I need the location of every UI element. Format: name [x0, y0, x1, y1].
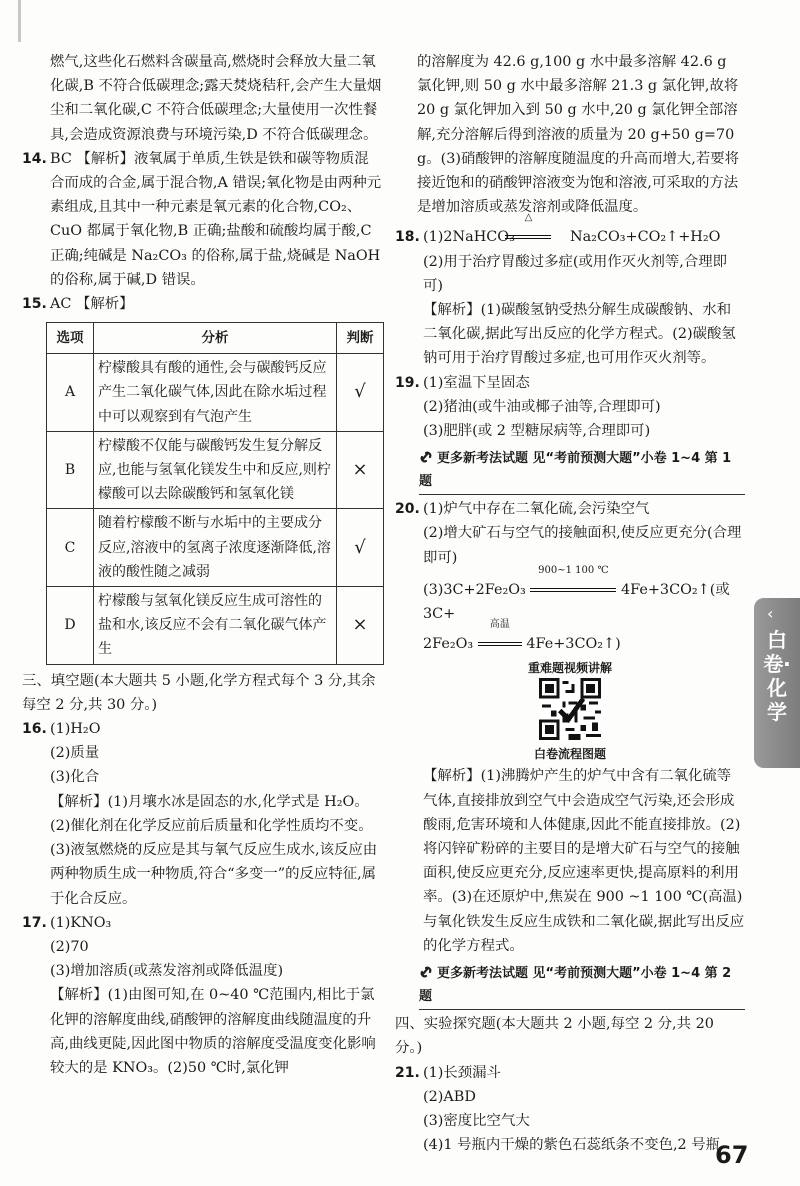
chevron-left-icon: ‹ [767, 604, 774, 623]
page-number: 67 [715, 1141, 749, 1169]
q16-explanation: 【解析】(1)月壤水冰是固态的水,化学式是 H₂O。(2)催化剂在化学反应前后质量和化学性质均不变。(3)液氢燃烧的反应是其与氧气反应生成水,该反应由两种物质生成一种物质,符合“多变一”的反应特征,属于化合反应。 [50, 793, 378, 907]
q19-number: 19. [395, 374, 420, 391]
q18-eq-left: (1)2NaHCO₃ [423, 229, 515, 246]
q17-line-1: (1)KNO₃ [50, 914, 112, 931]
q19-line-2: (2)猪油(或牛油或椰子油等,合理即可) [423, 398, 661, 415]
more-questions-text-1: 更多新考法试题 见“考前预测大题”小卷 1~4 第 1 题 [419, 451, 732, 490]
q18-eq-right: Na₂CO₃+CO₂↑+H₂O [570, 229, 721, 246]
side-tab[interactable] [754, 598, 800, 768]
more-questions-banner-2 [419, 962, 745, 1010]
q20-answer [395, 497, 745, 521]
table-cell-judge: √ [337, 354, 384, 432]
q16-line-2: (2)质量 [50, 745, 100, 762]
qr-caption-bottom: 白卷流程图题 [533, 747, 606, 762]
table-header-option: 选项 [47, 323, 94, 354]
q17-line-3: (3)增加溶质(或蒸发溶剂或降低温度) [50, 963, 284, 980]
q20-equation-1 [395, 564, 745, 626]
double-line-icon [530, 588, 616, 592]
q17-explanation: 【解析】(1)由图可知,在 0~40 ℃范围内,相比于氯化钾的溶解度曲线,硝酸钾的溶解度曲线随温度的升高,曲线更陡,因此图中物质的溶解度受温度变化影响较大的是 KNO₃。(2)50 ℃时,氯化钾 [50, 987, 376, 1076]
q20-eq2-left: 2Fe₂O₃ [423, 636, 474, 653]
table-cell-option: D [47, 587, 94, 665]
reaction-condition: 高温 [489, 619, 510, 631]
table-cell-option: C [47, 509, 94, 587]
q18-number: 18. [395, 229, 420, 246]
q16-answer [22, 717, 382, 741]
table-row [47, 509, 384, 587]
reaction-condition: 900~1 100 ℃ [538, 564, 609, 576]
q17-number: 17. [22, 914, 47, 931]
qr-code-icon[interactable] [539, 678, 601, 740]
q19-line-3: (3)肥胖(或 2 型糖尿病等,合理即可) [423, 423, 651, 440]
reaction-condition: △ [524, 212, 533, 224]
q18-equation [395, 212, 745, 249]
section-4-heading: 四、实验探究题(本大题共 2 小题,每空 2 分,共 20 分。) [395, 1016, 714, 1057]
q21-line-2: (2)ABD [423, 1088, 476, 1105]
q18-explanation: 【解析】(1)碳酸氢钠受热分解生成碳酸钠、水和二氧化碳,据此写出反应的化学方程式。(2)碳酸氢钠可用于治疗胃酸过多症,也可用作灭火剂等。 [423, 302, 736, 367]
table-cell-analysis: 随着柠檬酸不断与水垢中的主要成分反应,溶液中的氢离子浓度逐渐降低,溶液的酸性随之减弱 [94, 509, 337, 587]
section-3-heading: 三、填空题(本大题共 5 小题,化学方程式每个 3 分,其余每空 2 分,共 30 分。) [22, 672, 376, 713]
q20-line-2: (2)增大矿石与空气的接触面积,使反应更充分(合理即可) [423, 525, 742, 566]
q17-line-2: (2)70 [50, 938, 89, 955]
q20-number: 20. [395, 501, 420, 518]
table-cell-option: A [47, 354, 94, 432]
q19-answer [395, 371, 745, 395]
side-tab-label: 白卷·化学 [763, 628, 791, 724]
q20-explanation: 【解析】(1)沸腾炉产生的炉气中含有二氧化硫等气体,直接排放到空气中会造成空气污染,还会形成酸雨,危害环境和人体健康,因此不能直接排放。(2)将闪锌矿粉碎的主要目的是增大矿石与空气的接触面积,使反应更充分,反应速率更快,提高原料的利用率。(3)在还原炉中,焦炭在 900 ~1 100 ℃(高温)与氧化铁发生反应生成铁和二氧化碳,据此写出反应的化学方程式。 [423, 768, 745, 954]
qr-caption-top: 重难题视频讲解 [527, 661, 612, 676]
q16-line-1: (1)H₂O [50, 721, 101, 738]
q14-number: 14. [22, 150, 47, 167]
q17-answer [22, 911, 382, 935]
table-cell-analysis: 柠檬酸具有酸的通性,会与碳酸钙反应产生二氧化碳气体,因此在除水垢过程中可以观察到有气泡产生 [94, 354, 337, 432]
table-header-row [47, 323, 384, 354]
q20-eq2-right: 4Fe+3CO₂↑) [526, 636, 621, 653]
q21-number: 21. [395, 1064, 420, 1081]
table-cell-judge: × [337, 431, 384, 509]
double-line-icon [505, 235, 551, 239]
q21-line-1: (1)长颈漏斗 [423, 1064, 501, 1081]
q15-text: AC 【解析】 [50, 296, 134, 313]
analysis-table [46, 322, 384, 664]
table-cell-judge: √ [337, 509, 384, 587]
q13-continuation: 燃气,这些化石燃料含碳量高,燃烧时会释放大量二氧化碳,B 不符合低碳理念;露天焚烧秸秆,会产生大量烟尘和二氧化碳,C 不符合低碳理念;大量使用一次性餐具,会造成资源浪费与环境污染,D 不符合低碳理念。 [50, 54, 382, 143]
qr-code-block [395, 658, 745, 764]
table-header-judge: 判断 [337, 323, 384, 354]
q20-line-1: (1)炉气中存在二氧化硫,会污染空气 [423, 501, 650, 518]
q15-answer [22, 292, 382, 316]
table-cell-analysis: 柠檬酸不仅能与碳酸钙发生复分解反应,也能与氢氧化镁发生中和反应,则柠檬酸可以去除碳酸钙和氢氧化镁 [94, 431, 337, 509]
q20-eq1-left: (3)3C+2Fe₂O₃ [423, 581, 526, 598]
q18-line-2: (2)用于治疗胃酸过多症(或用作灭火剂等,合理即可) [423, 253, 727, 294]
q20-eq1-right: 4Fe+3CO₂↑(或 3C+ [423, 581, 730, 623]
q19-line-1: (1)室温下呈固态 [423, 374, 530, 391]
reaction-arrow [519, 212, 565, 249]
table-row [47, 587, 384, 665]
q20-equation-2 [395, 619, 745, 656]
q14-answer [22, 147, 382, 292]
q15-number: 15. [22, 296, 47, 313]
table-cell-analysis: 柠檬酸与氢氧化镁反应生成可溶性的盐和水,该反应不会有二氧化碳气体产生 [94, 587, 337, 665]
table-row [47, 354, 384, 432]
table-cell-option: B [47, 431, 94, 509]
link-icon [419, 449, 433, 465]
table-header-analysis: 分析 [94, 323, 337, 354]
page-edge-shadow [18, 0, 21, 42]
q16-number: 16. [22, 721, 47, 738]
table-cell-judge: × [337, 587, 384, 665]
table-row [47, 431, 384, 509]
reaction-arrow [478, 619, 522, 656]
right-column [395, 50, 745, 1157]
q14-text: BC 【解析】液氧属于单质,生铁是铁和碳等物质混合而成的合金,属于混合物,A 错误;氧化物是由两种元素组成,且其中一种元素是氧元素的化合物,CO₂、CuO 都属于氧化物,B 正确;盐酸和硫酸均属于酸,C 正确;纯碱是 Na₂CO₃ 的俗称,属于盐,烧碱是 NaOH 的俗称,属于碱,D 错误。 [50, 150, 382, 288]
q17-continuation: 的溶解度为 42.6 g,100 g 水中最多溶解 42.6 g 氯化钾,则 50 g 水中最多溶解 21.3 g 氯化钾,故将 20 g 氯化钾加入到 50 g 水中,20 g 氯化钾全部溶解,充分溶解后得到溶液的质量为 20 g+50 g=70 g。(3)硝酸钾的溶解度随温度的升高而增大,若要将接近饱和的硝酸钾溶液变为饱和溶液,可采取的方法是增加溶质或蒸发溶剂或降低温度。 [417, 54, 739, 216]
q21-answer [395, 1061, 745, 1085]
q21-line-4: (4)1 号瓶内干燥的紫色石蕊纸条不变色,2 号瓶 [423, 1137, 721, 1154]
left-column [22, 50, 382, 1080]
more-questions-text-2: 更多新考法试题 见“考前预测大题”小卷 1~4 第 2 题 [419, 966, 732, 1005]
q21-line-3: (3)密度比空气大 [423, 1112, 530, 1129]
link-icon [419, 964, 433, 980]
reaction-arrow [530, 564, 616, 602]
more-questions-banner-1 [419, 447, 745, 495]
double-line-icon [478, 642, 522, 646]
q16-line-3: (3)化合 [50, 769, 100, 786]
